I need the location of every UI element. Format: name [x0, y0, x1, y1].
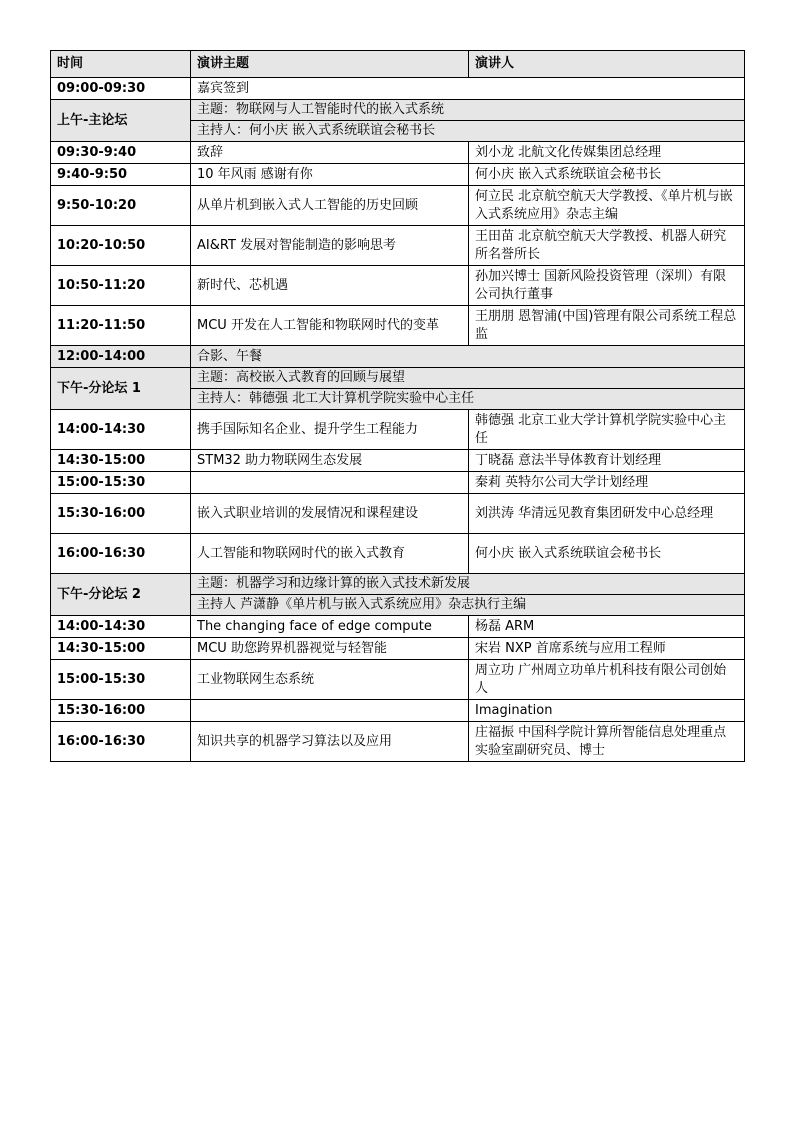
agenda-table	[50, 50, 745, 762]
table-row	[51, 722, 745, 762]
session-time: 12:00-14:00	[51, 346, 191, 368]
session-topic: 人工智能和物联网时代的嵌入式教育	[191, 534, 469, 574]
forum-theme: 主题：物联网与人工智能时代的嵌入式系统	[191, 100, 745, 121]
session-time: 16:00-16:30	[51, 722, 191, 762]
session-time: 15:30-16:00	[51, 700, 191, 722]
session-speaker: 何立民 北京航空航天大学教授、《单片机与嵌入式系统应用》杂志主编	[469, 186, 745, 226]
session-speaker: 孙加兴博士 国新风险投资管理（深圳）有限公司执行董事	[469, 266, 745, 306]
session-topic: 携手国际知名企业、提升学生工程能力	[191, 410, 469, 450]
header-speaker: 演讲人	[469, 51, 745, 78]
forum-host: 主持人：何小庆 嵌入式系统联谊会秘书长	[191, 121, 745, 142]
forum-label: 上午-主论坛	[51, 100, 191, 142]
session-speaker: 周立功 广州周立功单片机科技有限公司创始人	[469, 660, 745, 700]
table-row	[51, 346, 745, 368]
table-row	[51, 410, 745, 450]
session-time: 14:30-15:00	[51, 638, 191, 660]
header-row	[51, 51, 745, 78]
session-time: 15:00-15:30	[51, 472, 191, 494]
table-row	[51, 164, 745, 186]
session-speaker: 王田苗 北京航空航天大学教授、机器人研究所名誉所长	[469, 226, 745, 266]
session-time: 09:00-09:30	[51, 78, 191, 100]
session-time: 14:30-15:00	[51, 450, 191, 472]
session-speaker: 韩德强 北京工业大学计算机学院实验中心主任	[469, 410, 745, 450]
table-row	[51, 638, 745, 660]
forum-theme: 主题：高校嵌入式教育的回顾与展望	[191, 368, 745, 389]
session-speaker: 杨磊 ARM	[469, 616, 745, 638]
forum-row	[51, 100, 745, 121]
session-topic: 新时代、芯机遇	[191, 266, 469, 306]
forum-label: 下午-分论坛 1	[51, 368, 191, 410]
session-speaker: 何小庆 嵌入式系统联谊会秘书长	[469, 534, 745, 574]
table-row	[51, 186, 745, 226]
session-time: 16:00-16:30	[51, 534, 191, 574]
forum-label: 下午-分论坛 2	[51, 574, 191, 616]
table-row	[51, 472, 745, 494]
header-time: 时间	[51, 51, 191, 78]
session-speaker: Imagination	[469, 700, 745, 722]
session-time: 10:20-10:50	[51, 226, 191, 266]
session-topic: MCU 助您跨界机器视觉与轻智能	[191, 638, 469, 660]
table-row	[51, 266, 745, 306]
forum-row	[51, 368, 745, 389]
session-topic: 知识共享的机器学习算法以及应用	[191, 722, 469, 762]
session-topic: 合影、午餐	[191, 346, 745, 368]
session-time: 11:20-11:50	[51, 306, 191, 346]
session-speaker: 宋岩 NXP 首席系统与应用工程师	[469, 638, 745, 660]
session-topic: 工业物联网生态系统	[191, 660, 469, 700]
table-row	[51, 450, 745, 472]
session-topic	[191, 700, 469, 722]
session-topic	[191, 472, 469, 494]
session-time: 15:00-15:30	[51, 660, 191, 700]
table-row	[51, 306, 745, 346]
session-speaker: 刘小龙 北航文化传媒集团总经理	[469, 142, 745, 164]
session-time: 14:00-14:30	[51, 616, 191, 638]
table-row	[51, 78, 745, 100]
session-speaker: 何小庆 嵌入式系统联谊会秘书长	[469, 164, 745, 186]
session-time: 9:40-9:50	[51, 164, 191, 186]
session-topic: 嵌入式职业培训的发展情况和课程建设	[191, 494, 469, 534]
table-row	[51, 700, 745, 722]
table-row	[51, 616, 745, 638]
session-topic: 从单片机到嵌入式人工智能的历史回顾	[191, 186, 469, 226]
session-speaker: 刘洪涛 华清远见教育集团研发中心总经理	[469, 494, 745, 534]
session-speaker: 庄福振 中国科学院计算所智能信息处理重点实验室副研究员、博士	[469, 722, 745, 762]
session-time: 9:50-10:20	[51, 186, 191, 226]
session-topic: STM32 助力物联网生态发展	[191, 450, 469, 472]
session-topic: AI&RT 发展对智能制造的影响思考	[191, 226, 469, 266]
session-speaker: 秦莉 英特尔公司大学计划经理	[469, 472, 745, 494]
forum-theme: 主题：机器学习和边缘计算的嵌入式技术新发展	[191, 574, 745, 595]
session-time: 09:30-9:40	[51, 142, 191, 164]
forum-host: 主持人 芦潇静《单片机与嵌入式系统应用》杂志执行主编	[191, 595, 745, 616]
session-topic: 嘉宾签到	[191, 78, 745, 100]
header-topic: 演讲主题	[191, 51, 469, 78]
forum-host: 主持人：韩德强 北工大计算机学院实验中心主任	[191, 389, 745, 410]
session-topic: The changing face of edge compute	[191, 616, 469, 638]
table-row	[51, 142, 745, 164]
table-row	[51, 534, 745, 574]
session-time: 14:00-14:30	[51, 410, 191, 450]
forum-row	[51, 574, 745, 595]
table-row	[51, 660, 745, 700]
session-time: 10:50-11:20	[51, 266, 191, 306]
table-row	[51, 494, 745, 534]
table-row	[51, 226, 745, 266]
session-topic: 10 年风雨 感谢有你	[191, 164, 469, 186]
session-speaker: 丁晓磊 意法半导体教育计划经理	[469, 450, 745, 472]
session-time: 15:30-16:00	[51, 494, 191, 534]
session-topic: MCU 开发在人工智能和物联网时代的变革	[191, 306, 469, 346]
session-topic: 致辞	[191, 142, 469, 164]
session-speaker: 王朋朋 恩智浦(中国)管理有限公司系统工程总监	[469, 306, 745, 346]
